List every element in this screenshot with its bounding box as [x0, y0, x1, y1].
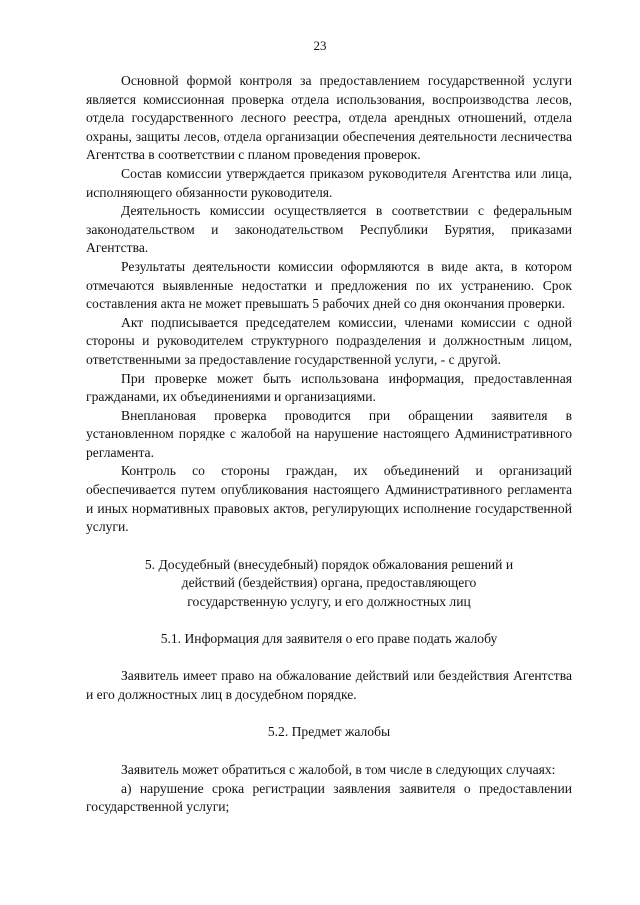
paragraph-commission-results: Результаты деятельности комиссии оформляются в виде акта, в котором отмечаются выявленные недостатки и предложения по их устранению. Срок составления акта не может превышать 5 рабочих дней со дня окончания проверки.: [86, 258, 572, 312]
page-number: 23: [313, 38, 327, 53]
section-5-title-line: государственную услугу, и его должностных лиц: [187, 594, 471, 610]
paragraph-unscheduled-inspection: Внеплановая проверка проводится при обращении заявителя в установленном порядке с жалобой на нарушение настоящего Административного регламента.: [86, 407, 572, 460]
paragraph-citizen-control: Контроль со стороны граждан, их объединений и организаций обеспечивается путем опубликования настоящего Административного регламента и иных нормативных правовых актов, регулирующих исполнение государственной услуги.: [86, 463, 572, 535]
section-5-title-line: действий (бездействия) органа, предоставляющего: [181, 575, 477, 591]
paragraph-right-to-appeal: Заявитель имеет право на обжалование действий или бездействия Агентства и его должностных лиц в досудебном порядке.: [86, 668, 572, 702]
paragraph-control-form: Основной формой контроля за предоставлением государственной услуги является комиссионная проверка отдела использования, воспроизводства лесов, отдела государственного лесного реестра, отдела арендных отношений, отдела охраны, защиты лесов, отдела организации обеспечения деятельности лесничества Агентства в соответствии с планом проведения проверок.: [86, 73, 572, 163]
paragraph-commission-composition: Состав комиссии утверждается приказом руководителя Агентства или лица, исполняющего обязанности руководителя.: [86, 165, 572, 200]
paragraph-inspection-info: При проверке может быть использована информация, предоставленная гражданами, их объединениями и организациями.: [86, 370, 572, 405]
paragraph-commission-activity: Деятельность комиссии осуществляется в соответствии с федеральным законодательством и законодательством Республики Бурятия, приказами Агентства.: [86, 203, 572, 256]
paragraph-case-a: а) нарушение срока регистрации заявления заявителя о предоставлении государственной услуги;: [86, 780, 572, 815]
subsection-5-2-title: 5.2. Предмет жалобы: [267, 724, 391, 740]
paragraph-act-signing: Акт подписывается председателем комиссии, членами комиссии с одной стороны и руководителем структурного подразделения и должностным лицом, ответственными за предоставление государственной услуги, - с другой.: [86, 314, 572, 367]
paragraph-complaint-cases: Заявитель может обратиться с жалобой, в том числе в следующих случаях:: [121, 762, 556, 777]
subsection-5-1-title: 5.1. Информация для заявителя о его праве подать жалобу: [160, 630, 498, 646]
document-body: [86, 72, 572, 817]
section-5-title: [86, 556, 572, 612]
section-5-title-line: 5. Досудебный (внесудебный) порядок обжалования решений и: [144, 556, 514, 572]
